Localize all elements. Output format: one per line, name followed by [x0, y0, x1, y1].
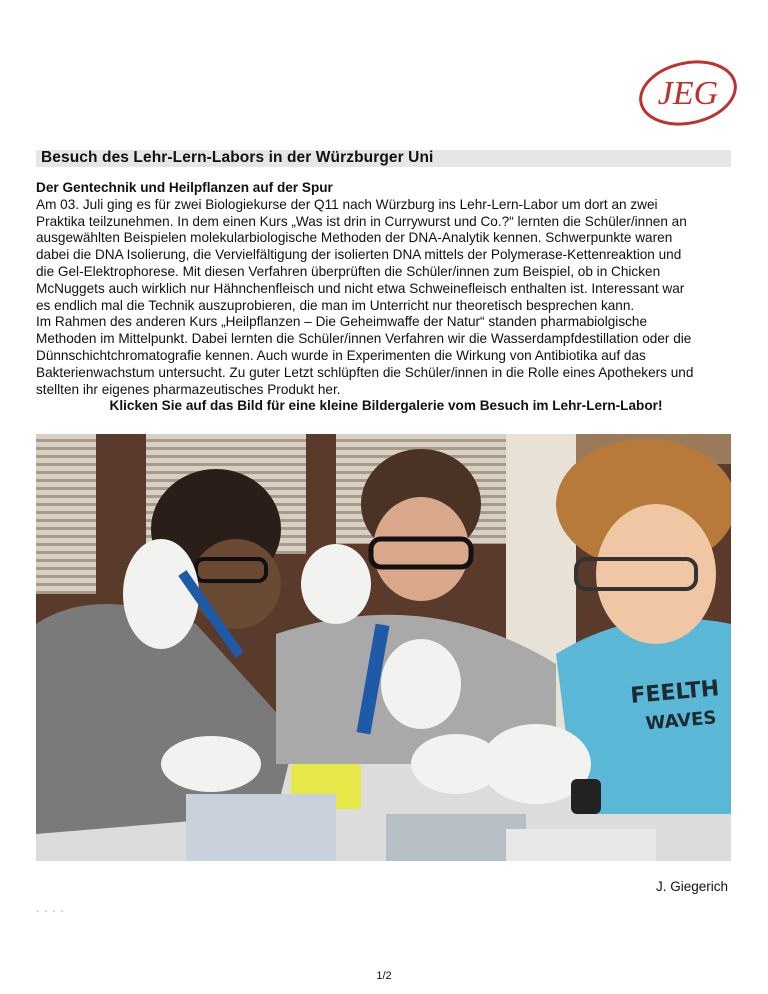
article-line: McNuggets auch wirklich nur Hähnchenfleisch und nicht etwa Schweinefleisch enthalten ist. Interessant war [36, 280, 685, 296]
page-title: Besuch des Lehr-Lern-Labors in der Würzburger Uni [41, 149, 434, 166]
article-body [36, 180, 736, 415]
jeg-logo [636, 58, 740, 128]
author-name: J. Giegerich [655, 879, 728, 894]
shirt-text: WAVES [644, 707, 718, 735]
article-line: die Gel-Elektrophorese. Mit diesen Verfahren überprüften die Schüler/innen zum Beispiel, ob in Chicken [36, 263, 661, 279]
article-line: Dünnschichtchromatografie kennen. Auch wurde in Experimenten die Wirkung von Antibiotika auf das [36, 347, 646, 363]
logo-text: JEG [657, 75, 719, 112]
article-line: ausgewählten Beispielen molekularbiologische Methoden der DNA-Analytik kennen. Schwerpunkte waren [36, 230, 673, 246]
article-line: stellten ihr eigenes pharmazeutisches Produkt her. [36, 381, 341, 397]
article-line: es endlich mal die Technik auszuprobieren, die man im Unterricht nur theoretisch besprechen kann. [36, 297, 635, 313]
article-line: Im Rahmen des anderen Kurs „Heilpflanzen – Die Geheimwaffe der Natur“ standen pharmabiolgische [36, 314, 648, 330]
article-line: Praktika teilzunehmen. In dem einen Kurs „Was ist drin in Currywurst und Co.?“ lernten die Schüler/innen an [36, 213, 687, 229]
shirt-text: FEELTH [629, 676, 721, 709]
gallery-link-text[interactable]: Klicken Sie auf das Bild für eine kleine Bildergalerie vom Besuch im Lehr-Lern-Labor! [109, 398, 663, 414]
article-subtitle: Der Gentechnik und Heilpflanzen auf der Spur [36, 180, 333, 195]
article-line: Bakterienwachstum untersucht. Zu guter Letzt schlüpften die Schüler/innen in die Rolle eines Apothekers und [36, 364, 694, 380]
title-bar [36, 150, 731, 167]
footer-dashes: - - - - [36, 906, 65, 917]
article-line: Methoden im Mittelpunkt. Dabei lernten die Schüler/innen Verfahren wir die Wasserdampfdestillation oder die [36, 331, 692, 347]
article-line: dabei die DNA Isolierung, die Vervielfältigung der isolierten DNA mittels der Polymerase-Kettenreaktion und [36, 247, 682, 263]
lab-photo[interactable] [36, 434, 731, 861]
article-line: Am 03. Juli ging es für zwei Biologiekurse der Q11 nach Würzburg ins Lehr-Lern-Labor um dort an zwei [36, 196, 658, 212]
page-number: 1/2 [376, 970, 392, 982]
